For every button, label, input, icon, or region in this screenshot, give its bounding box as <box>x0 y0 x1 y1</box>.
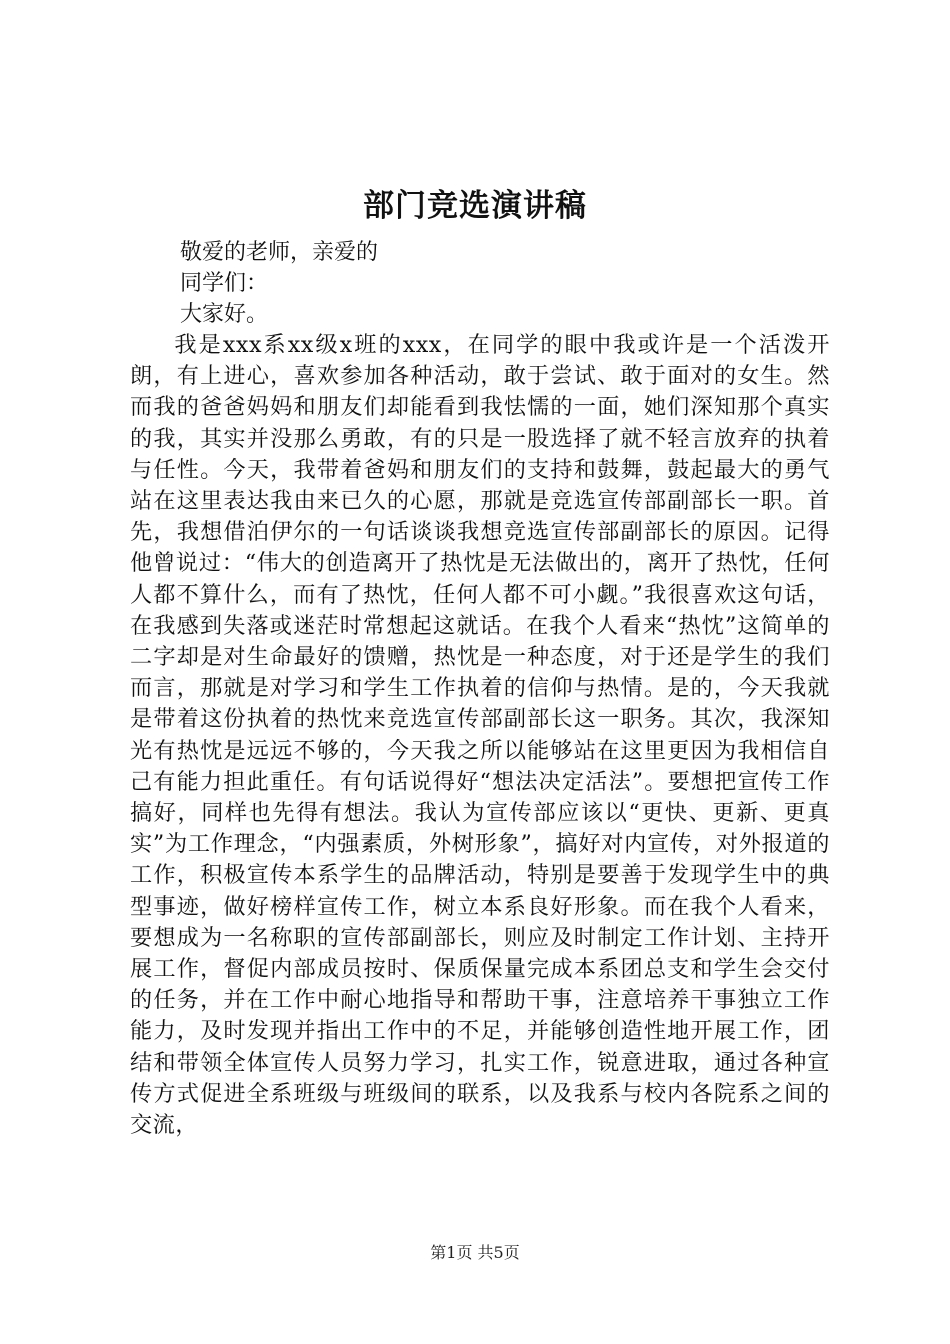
greeting-line-2: 同学们： <box>180 271 269 296</box>
body-paragraph: 我是xxx系xx级x班的xxx，在同学的眼中我或许是一个活泼开朗，有上进心，喜欢参加各种活动，敢于尝试、敢于面对的女生。然而我的爸爸妈妈和朋友们却能看到我怯懦的一面，她们深知那个真实的我，其实并没那么勇敢，有的只是一股选择了就不轻言放弃的执着与任性。今天，我带着爸妈和朋友们的支持和鼓舞，鼓起最大的勇气站在这里表达我由来已久的心愿，那就是竞选宣传部副部长一职。首先，我想借泊伊尔的一句话谈谈我想竞选宣传部副部长的原因。记得他曾说过：“伟大的创造离开了热忱是无法做出的，离开了热忱，任何人都不算什么，而有了热忱，任何人都不可小觑。”我很喜欢这句话，在我感到失落或迷茫时常想起这就话。在我个人看来“热忱”这简单的二字却是对生命最好的馈赠，热忱是一种态度，对于还是学生的我们而言，那就是对学习和学生工作执着的信仰与热情。是的，今天我就是带着这份执着的热忱来竞选宣传部副部长这一职务。其次，我深知光有热忱是远远不够的，今天我之所以能够站在这里更因为我相信自己有能力担此重任。有句话说得好“想法决定活法”。要想把宣传工作搞好，同样也先得有想法。我认为宣传部应该以“更快、更新、更真实”为工作理念，“内强素质，外树形象”，搞好对内宣传，对外报道的工作，积极宣传本系学生的品牌活动，特别是要善于发现学生中的典型事迹，做好榜样宣传工作，树立本系良好形象。而在我个人看来，要想成为一名称职的宣传部副部长，则应及时制定工作计划、主持开展工作，督促内部成员按时、保质保量完成本系团总支和学生会交付的任务，并在工作中耐心地指导和帮助干事，注意培养干事独立工作能力，及时发现并指出工作中的不足，并能够创造性地开展工作，团结和带领全体宣传人员努力学习，扎实工作，锐意进取，通过各种宣传方式促进全系班级与班级间的联系，以及我系与校内各院系之间的交流， <box>130 332 830 1139</box>
document-title: 部门竞选演讲稿 <box>363 188 587 224</box>
page-footer: 第1页 共5页 <box>430 1243 520 1262</box>
greeting-line-3: 大家好。 <box>180 302 269 327</box>
greeting-line-1: 敬爱的老师，亲爱的 <box>180 240 379 265</box>
